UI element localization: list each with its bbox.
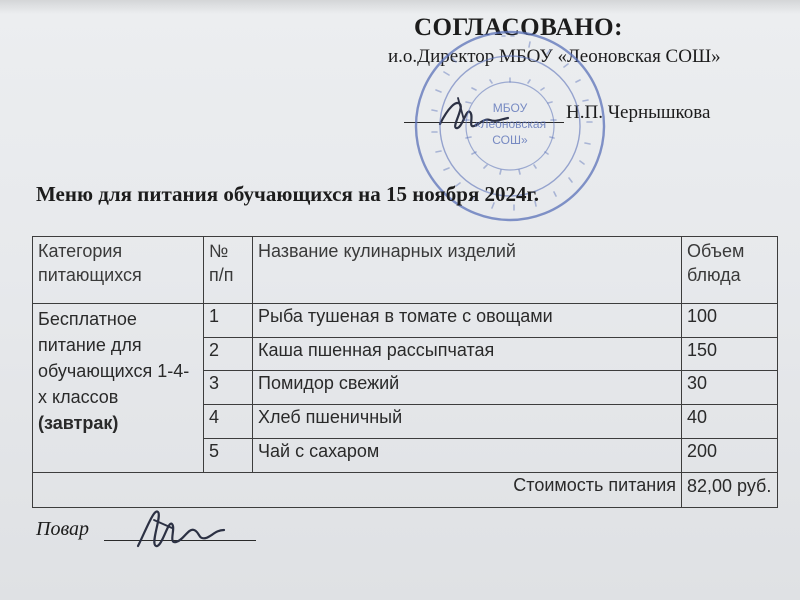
category-text: Бесплатное питание для обучающихся 1-4-х классов [38, 308, 190, 408]
dish-volume: 30 [682, 371, 778, 405]
menu-title: Меню для питания обучающихся на 15 ноября 2024г. [36, 182, 539, 206]
menu-table [32, 236, 778, 508]
row-number: 2 [204, 337, 253, 371]
header-volume: Объем блюда [682, 237, 778, 304]
header-category: Категория питающихся [33, 237, 204, 304]
row-number: 5 [204, 438, 253, 472]
header-dish-name: Название кулинарных изделий [253, 237, 682, 304]
category-meal: (завтрак) [38, 413, 119, 434]
signer-name: Н.П. Чернышкова [566, 102, 711, 123]
total-value: 82,00 руб. [682, 472, 778, 507]
row-number: 1 [204, 303, 253, 337]
dish-volume: 200 [682, 438, 778, 472]
seal-text-3: СОШ» [492, 133, 528, 147]
dish-volume: 150 [682, 337, 778, 371]
dish-name: Помидор свежий [253, 371, 682, 405]
seal-text-2: «Леоновская [473, 117, 547, 131]
dish-name: Каша пшенная рассыпчатая [253, 337, 682, 371]
page-shadow [0, 0, 800, 14]
table-row [33, 303, 778, 337]
cook-signature [128, 500, 228, 556]
dish-name: Рыба тушеная в томате с овощами [253, 303, 682, 337]
row-number: 3 [204, 371, 253, 405]
approval-position: и.о.Директор МБОУ «Леоновская СОШ» [388, 46, 721, 67]
total-label: Стоимость питания [33, 472, 682, 507]
dish-volume: 40 [682, 405, 778, 439]
header-number: № п/п [204, 237, 253, 304]
dish-name: Чай с сахаром [253, 438, 682, 472]
row-number: 4 [204, 405, 253, 439]
seal-text-1: МБОУ [492, 101, 528, 115]
cook-label: Повар [36, 518, 89, 540]
category-cell [33, 303, 204, 472]
approval-title: СОГЛАСОВАНО: [414, 14, 623, 41]
table-header-row [33, 237, 778, 304]
dish-volume: 100 [682, 303, 778, 337]
dish-name: Хлеб пшеничный [253, 405, 682, 439]
